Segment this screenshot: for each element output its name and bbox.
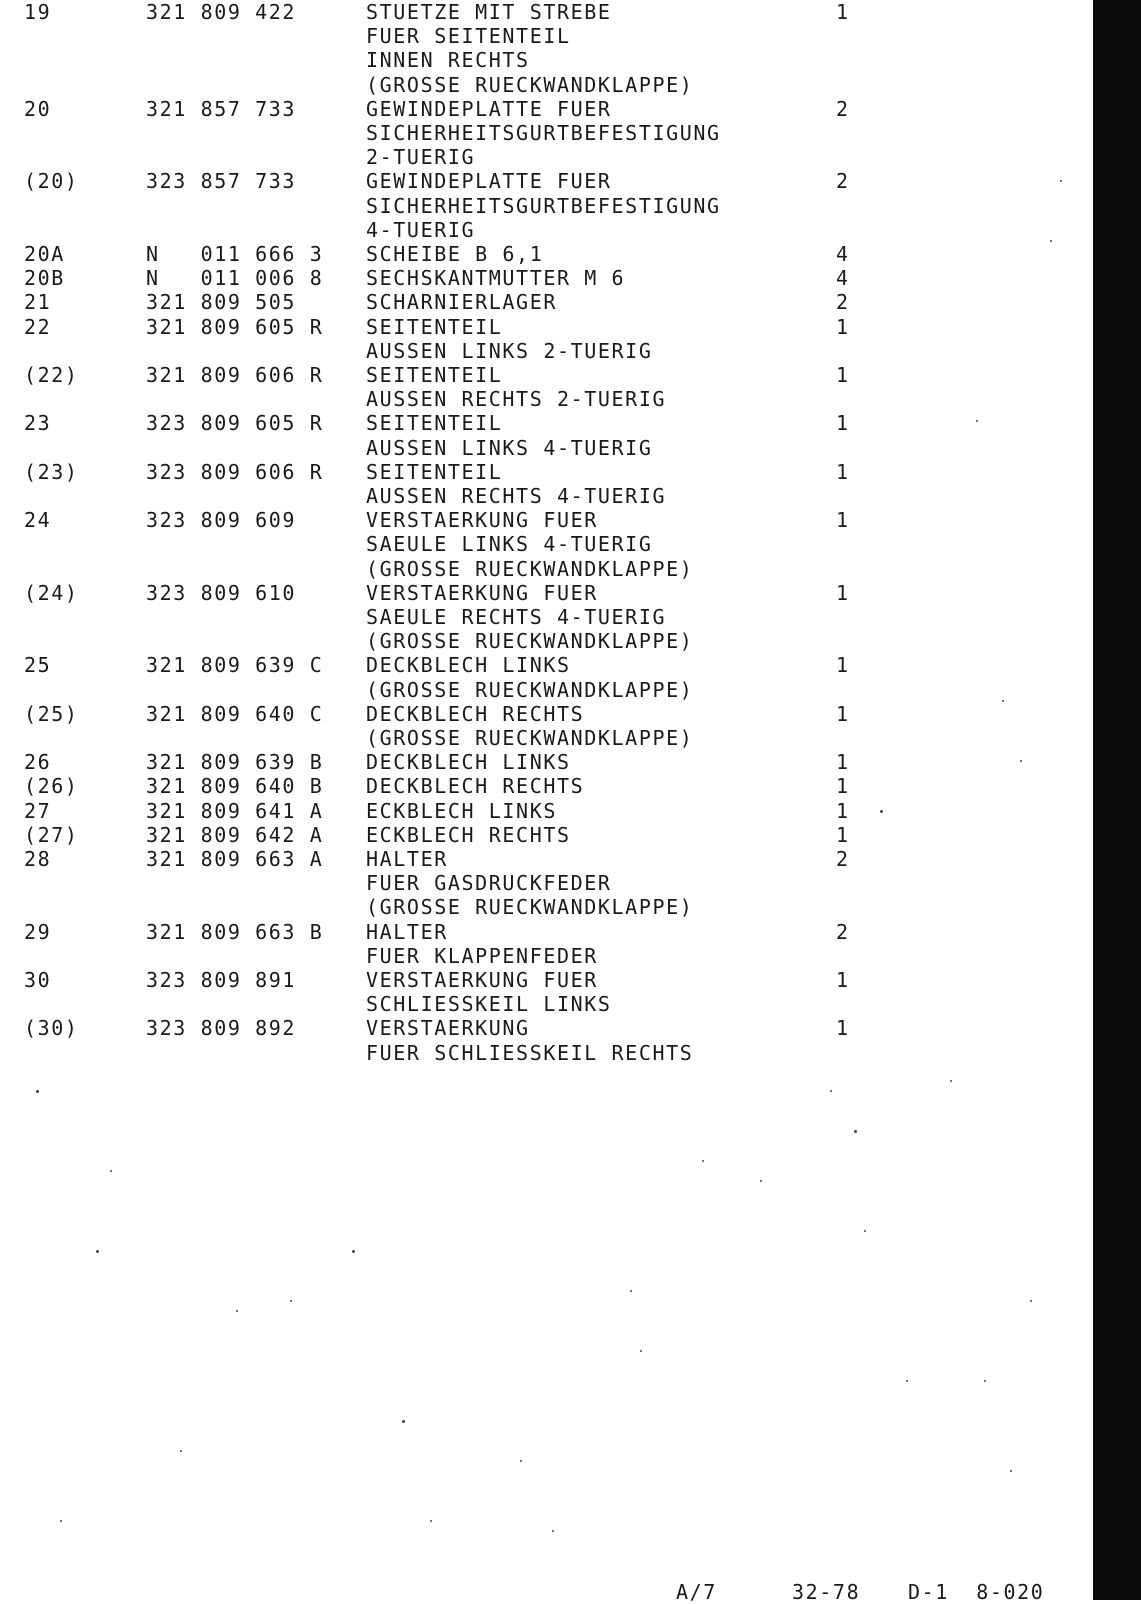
part-number: 323 809 610 [146,580,297,605]
parts-row [0,605,1090,629]
part-description: (GROSSE RUECKWANDKLAPPE) [366,72,694,97]
quantity: 1 [836,750,850,775]
speck [702,1160,704,1162]
parts-row [0,121,1090,145]
part-description: SCHEIBE B 6,1 [366,242,544,266]
part-description: (GROSSE RUECKWANDKLAPPE) [366,726,694,750]
part-description: HALTER [366,847,448,871]
speck [552,1530,554,1532]
part-description: AUSSEN RECHTS 4-TUERIG [366,484,667,508]
scan-edge-bar [1093,0,1141,1600]
position-number: (27) [24,822,79,847]
parts-row [0,847,1090,871]
position-number: 20A [24,242,65,266]
position-number: 23 [24,411,52,436]
speck [1030,1300,1032,1302]
speck [290,1300,292,1302]
position-number: 27 [24,798,52,823]
part-number: 321 809 639 B [146,750,324,775]
part-description: (GROSSE RUECKWANDKLAPPE) [366,629,694,654]
part-number: 321 809 422 [146,0,297,24]
footer-group: 32-78 [792,1580,861,1604]
parts-row [0,581,1090,605]
footer-page: A/7 [676,1580,717,1604]
footer-code: D-1 8-020 [908,1580,1045,1604]
speck [984,1380,986,1382]
part-description: SICHERHEITSGURTBEFESTIGUNG [366,121,721,145]
part-number: 323 809 605 R [146,411,324,436]
part-number: 321 809 639 C [146,653,324,678]
quantity: 1 [836,822,850,847]
speck [640,1350,642,1352]
part-number: N 011 666 3 [146,242,324,266]
parts-row [0,678,1090,702]
speck [976,420,978,422]
parts-row [0,653,1090,677]
quantity: 1 [836,0,850,24]
part-number: 321 809 663 A [146,847,324,871]
quantity: 4 [836,266,850,291]
parts-row [0,1016,1090,1040]
quantity: 1 [836,653,850,678]
quantity: 2 [836,847,850,871]
part-description: SEITENTEIL [366,411,503,436]
part-description: SCHLIESSKEIL LINKS [366,992,612,1017]
part-description: SAEULE LINKS 4-TUERIG [366,532,653,557]
parts-row [0,774,1090,798]
part-number: 321 857 733 [146,96,297,121]
part-number: 321 809 606 R [146,363,324,387]
speck [180,1450,182,1452]
parts-row [0,169,1090,193]
position-number: 22 [24,314,52,339]
speck [630,1290,632,1292]
position-number: 20 [24,96,52,121]
parts-row [0,750,1090,774]
speck [760,1180,762,1182]
parts-row [0,24,1090,48]
part-description: FUER KLAPPENFEDER [366,943,598,968]
speck [1050,240,1052,242]
part-number: 323 809 892 [146,1016,297,1041]
part-description: ECKBLECH RECHTS [366,822,571,847]
speck [60,1520,62,1522]
speck [1060,180,1062,182]
part-description: FUER SCHLIESSKEIL RECHTS [366,1040,694,1065]
part-number: 321 809 605 R [146,314,324,339]
part-description: (GROSSE RUECKWANDKLAPPE) [366,677,694,702]
position-number: 26 [24,750,52,775]
parts-row [0,460,1090,484]
quantity: 1 [836,968,850,992]
part-description: VERSTAERKUNG [366,1016,530,1041]
quantity: 2 [836,169,850,194]
speck [1002,700,1004,702]
part-number: 321 809 663 B [146,919,324,944]
part-description: SICHERHEITSGURTBEFESTIGUNG [366,193,721,218]
quantity: 1 [836,459,850,484]
part-description: SECHSKANTMUTTER M 6 [366,266,626,291]
quantity: 1 [836,411,850,436]
part-description: VERSTAERKUNG FUER [366,508,598,533]
parts-row [0,315,1090,339]
part-description: DECKBLECH RECHTS [366,774,585,799]
position-number: 20B [24,266,65,291]
speck [1020,760,1022,762]
speck [854,1130,857,1133]
quantity: 2 [836,96,850,121]
part-description: SAEULE RECHTS 4-TUERIG [366,605,667,629]
parts-row [0,266,1090,290]
part-number: 321 809 641 A [146,798,324,823]
speck [864,1230,866,1232]
parts-row [0,363,1090,387]
parts-row [0,532,1090,556]
speck [402,1420,405,1423]
part-description: 2-TUERIG [366,145,476,170]
speck [96,1250,99,1253]
parts-row [0,799,1090,823]
speck [880,810,883,813]
quantity: 1 [836,701,850,726]
parts-row [0,411,1090,435]
quantity: 1 [836,508,850,533]
part-description: GEWINDEPLATTE FUER [366,169,612,194]
position-number: (30) [24,1016,79,1041]
position-number: 29 [24,919,52,944]
part-number: 323 809 609 [146,508,297,533]
speck [950,1080,952,1082]
speck [1010,1470,1012,1472]
part-number: 323 857 733 [146,169,297,194]
position-number: 21 [24,290,52,315]
parts-row [0,702,1090,726]
part-number: 321 809 640 C [146,701,324,726]
part-description: VERSTAERKUNG FUER [366,968,598,992]
parts-row [0,290,1090,314]
speck [110,1170,112,1172]
part-description: SCHARNIERLAGER [366,290,557,315]
part-description: HALTER [366,919,448,944]
part-number: 321 809 640 B [146,774,324,799]
part-number: 323 809 891 [146,968,297,992]
part-description: SEITENTEIL [366,363,503,387]
quantity: 2 [836,919,850,944]
quantity: 4 [836,242,850,266]
parts-row [0,968,1090,992]
position-number: (23) [24,459,79,484]
position-number: 28 [24,847,52,871]
parts-row [0,218,1090,242]
quantity: 2 [836,290,850,315]
part-description: SEITENTEIL [366,314,503,339]
position-number: (24) [24,580,79,605]
quantity: 1 [836,1016,850,1041]
part-description: ECKBLECH LINKS [366,798,557,823]
part-description: DECKBLECH RECHTS [366,701,585,726]
speck [830,1090,832,1092]
part-description: 4-TUERIG [366,217,476,242]
part-description: (GROSSE RUECKWANDKLAPPE) [366,556,694,581]
quantity: 1 [836,314,850,339]
parts-row [0,242,1090,266]
position-number: (26) [24,774,79,799]
part-description: DECKBLECH LINKS [366,750,571,775]
part-description: AUSSEN LINKS 4-TUERIG [366,435,653,460]
parts-row [0,944,1090,968]
quantity: 1 [836,363,850,387]
part-description: (GROSSE RUECKWANDKLAPPE) [366,895,694,920]
parts-row [0,339,1090,363]
part-description: VERSTAERKUNG FUER [366,580,598,605]
quantity: 1 [836,580,850,605]
speck [430,1520,432,1522]
parts-row [0,629,1090,653]
quantity: 1 [836,798,850,823]
parts-row [0,73,1090,97]
part-description: STUETZE MIT STREBE [366,0,612,24]
position-number: 30 [24,968,52,992]
position-number: (25) [24,701,79,726]
position-number: 24 [24,508,52,533]
parts-row [0,387,1090,411]
part-description: INNEN RECHTS [366,48,530,73]
part-number: N 011 006 8 [146,266,324,291]
parts-row [0,97,1090,121]
parts-row [0,194,1090,218]
parts-row [0,0,1090,24]
position-number: 19 [24,0,52,24]
parts-row [0,484,1090,508]
parts-row [0,920,1090,944]
part-description: GEWINDEPLATTE FUER [366,96,612,121]
part-description: FUER SEITENTEIL [366,24,571,49]
speck [906,1380,908,1382]
part-number: 321 809 642 A [146,822,324,847]
parts-row [0,992,1090,1016]
parts-row [0,1041,1090,1065]
part-description: DECKBLECH LINKS [366,653,571,678]
speck [520,1460,522,1462]
part-description: FUER GASDRUCKFEDER [366,871,612,896]
page-footer [0,1580,1090,1604]
parts-row [0,436,1090,460]
parts-row [0,823,1090,847]
parts-row [0,145,1090,169]
position-number: (22) [24,363,79,387]
part-description: SEITENTEIL [366,459,503,484]
quantity: 1 [836,774,850,799]
parts-row [0,508,1090,532]
parts-row [0,726,1090,750]
parts-row [0,871,1090,895]
speck [36,1090,39,1093]
part-description: AUSSEN RECHTS 2-TUERIG [366,387,667,412]
parts-row [0,557,1090,581]
part-number: 321 809 505 [146,290,297,315]
position-number: 25 [24,653,52,678]
parts-row [0,895,1090,919]
part-description: AUSSEN LINKS 2-TUERIG [366,338,653,363]
part-number: 323 809 606 R [146,459,324,484]
speck [352,1250,355,1253]
parts-row [0,48,1090,72]
speck [236,1310,238,1312]
position-number: (20) [24,169,79,194]
